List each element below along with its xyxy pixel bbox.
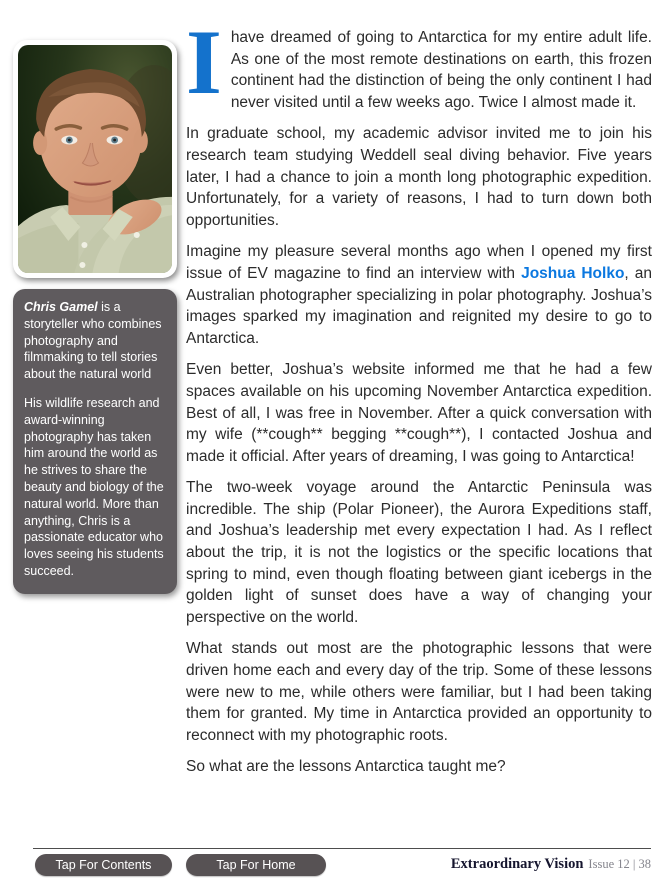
author-bio-box bbox=[13, 289, 177, 594]
dropcap-letter: I bbox=[186, 11, 222, 113]
footer-divider bbox=[33, 848, 651, 849]
article-paragraph-2: In graduate school, my academic advisor invited me to join his research team studying Weddell seal diving behavior. Five years later, I had a chance to join a month long photographic expedition. Unfortunately, for a variety of reasons, I had to turn down both opportunities. bbox=[186, 125, 652, 229]
article-paragraph-5: The two-week voyage around the Antarctic Peninsula was incredible. The ship (Polar Pioneer), the Aurora Expeditions staff, and Joshua’s leadership met every expectation I had. As I reflect about the trip, it is not the logistics or the specific locations that spring to mind, even though floating between giant icebergs in the golden light of sunset does have a way of changing your perspective on the world. bbox=[186, 479, 652, 626]
article-paragraph-1-text: have dreamed of going to Antarctica for my entire adult life. As one of the most remote destinations on earth, this frozen continent had the distinction of being the only continent I had never visited until a few weeks ago. Twice I almost made it. bbox=[230, 29, 652, 111]
author-photo bbox=[18, 45, 172, 273]
author-photo-frame bbox=[13, 40, 177, 278]
article-paragraph-1 bbox=[186, 11, 652, 113]
article-body bbox=[186, 11, 652, 788]
left-column bbox=[13, 40, 177, 594]
article-paragraph-3-after: , an Australian photographer specializing in polar photography. Joshua’s images sparked my imagination and reignited my desire to go to Antarctica. bbox=[186, 264, 652, 347]
article-paragraph-4: Even better, Joshua’s website informed me that he had a few spaces available on his upcoming November Antarctica expedition. Best of all, I was free in November. After a quick conversation with my wife (**cough** begging **cough**), I contacted Joshua and made it official. After years of dreaming, I was going to Antarctica! bbox=[186, 361, 652, 465]
magazine-title: Extraordinary Vision bbox=[450, 856, 584, 872]
article-paragraph-6: What stands out most are the photographic lessons that were driven home each and every day of the trip. Some of these lessons were new to me, while others were familiar, but I had been taking them for granted. My time in Antarctica provided an opportunity to reconnect with my photographic roots. bbox=[186, 640, 652, 744]
author-name: Chris Gamel bbox=[24, 300, 98, 314]
tap-for-contents-button[interactable]: Tap For Contents bbox=[35, 854, 172, 876]
chris-gamel-portrait-image bbox=[18, 45, 172, 273]
bio-paragraph-1-text: is a storyteller who combines photography and filmmaking to tell stories about the natural world bbox=[24, 300, 162, 382]
issue-page-number: Issue 12 | 38 bbox=[588, 857, 651, 871]
bio-paragraph-1 bbox=[24, 299, 166, 383]
joshua-holko-link[interactable]: Joshua Holko bbox=[521, 264, 625, 282]
article-paragraph-7: So what are the lessons Antarctica taught me? bbox=[186, 758, 506, 776]
tap-for-home-button[interactable]: Tap For Home bbox=[186, 854, 326, 876]
article-paragraph-3-before: Imagine my pleasure several months ago when I opened my first issue of EV magazine to find an interview with bbox=[186, 243, 652, 282]
article-paragraph-3 bbox=[186, 241, 652, 349]
bio-paragraph-2: His wildlife research and award-winning photography has taken him around the world as he strives to share the beauty and biology of the natural world. More than anything, Chris is a passionate educator who loves seeing his students succeed. bbox=[24, 395, 164, 578]
footer-brand bbox=[451, 855, 651, 873]
